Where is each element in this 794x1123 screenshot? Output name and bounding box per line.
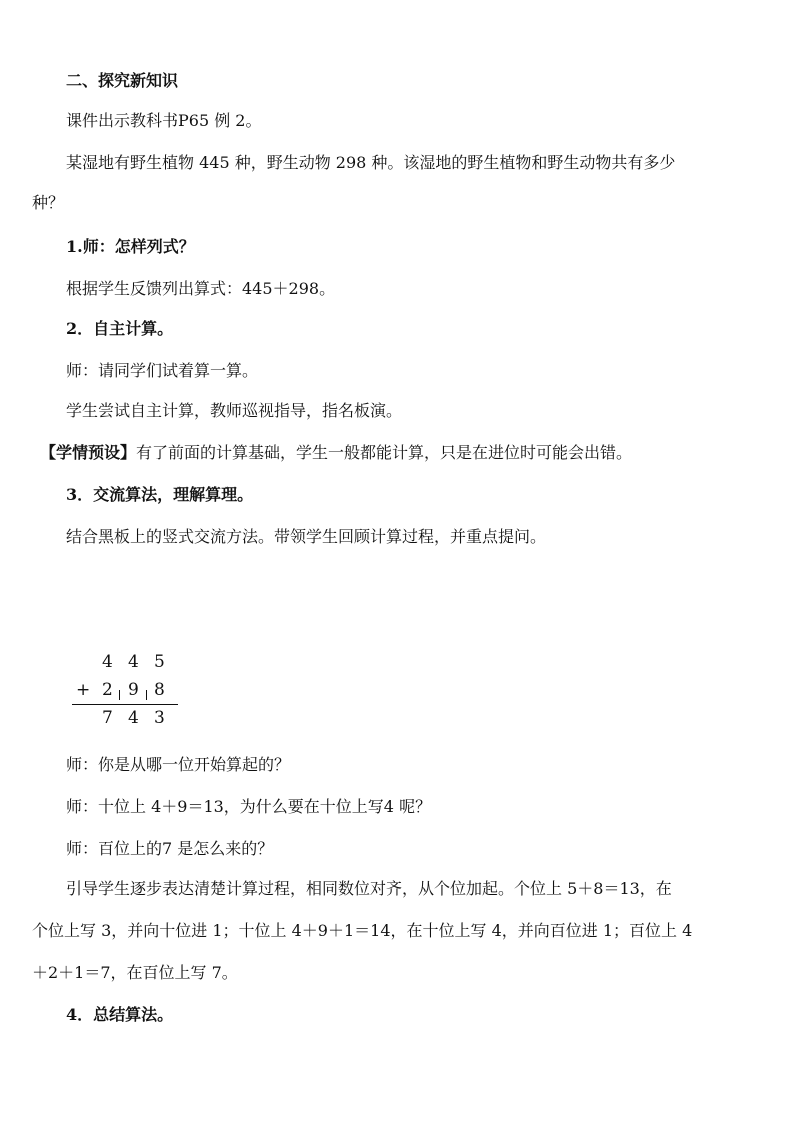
step-1-answer: 根据学生反馈列出算式：445＋298。 — [66, 279, 336, 298]
sum-tens: 4 — [128, 708, 139, 728]
addend1-tens: 4 — [128, 652, 139, 672]
addend1-hundreds: 4 — [102, 652, 113, 672]
addend2-ones: 8 — [154, 680, 165, 700]
carry-mark-hundreds — [119, 690, 120, 700]
section-title: 二、探究新知识 — [66, 71, 179, 90]
vertical-addition — [72, 650, 182, 740]
addend1-ones: 5 — [154, 652, 165, 672]
problem-line-2: 种？ — [32, 193, 65, 212]
step-3-heading: 3．交流算法，理解算理。 — [66, 485, 254, 504]
sum-ones: 3 — [154, 708, 165, 728]
guide-line-3: ＋2＋1＝7，在百位上写 7。 — [32, 963, 238, 982]
step-2-line-1: 师：请同学们试着算一算。 — [66, 361, 259, 380]
teacher-ask-3: 师：百位上的7 是怎么来的？ — [66, 839, 274, 858]
courseware-note: 课件出示教科书P65 例 2。 — [66, 111, 262, 130]
plus-sign: + — [76, 680, 91, 700]
step-3-line-1: 结合黑板上的竖式交流方法。带领学生回顾计算过程，并重点提问。 — [66, 527, 547, 546]
preset-text: 有了前面的计算基础，学生一般都能计算，只是在进位时可能会出错。 — [136, 443, 633, 462]
sum-line — [72, 704, 178, 705]
problem-line-1: 某湿地有野生植物 445 种，野生动物 298 种。该湿地的野生植物和野生动物共有多少 — [66, 153, 676, 172]
preset-paragraph — [40, 442, 780, 464]
guide-line-1: 引导学生逐步表达清楚计算过程，相同数位对齐，从个位加起。个位上 5＋8＝13，在 — [66, 879, 672, 898]
sum-hundreds: 7 — [102, 708, 113, 728]
guide-line-2: 个位上写 3，并向十位进 1；十位上 4＋9＋1＝14，在十位上写 4，并向百位进 1；百位上 4 — [32, 921, 693, 940]
step-2-heading: 2．自主计算。 — [66, 319, 174, 338]
teacher-ask-2: 师：十位上 4＋9＝13，为什么要在十位上写4 呢？ — [66, 797, 432, 816]
step-1-heading: 1.师：怎样列式？ — [66, 237, 195, 256]
addend2-hundreds: 2 — [102, 680, 113, 700]
preset-label: 【学情预设】 — [40, 443, 137, 462]
teacher-ask-1: 师：你是从哪一位开始算起的？ — [66, 755, 291, 774]
addend2-tens: 9 — [128, 680, 139, 700]
carry-mark-tens — [146, 690, 147, 700]
step-4-heading: 4．总结算法。 — [66, 1005, 174, 1024]
step-2-line-2: 学生尝试自主计算，教师巡视指导，指名板演。 — [66, 401, 403, 420]
